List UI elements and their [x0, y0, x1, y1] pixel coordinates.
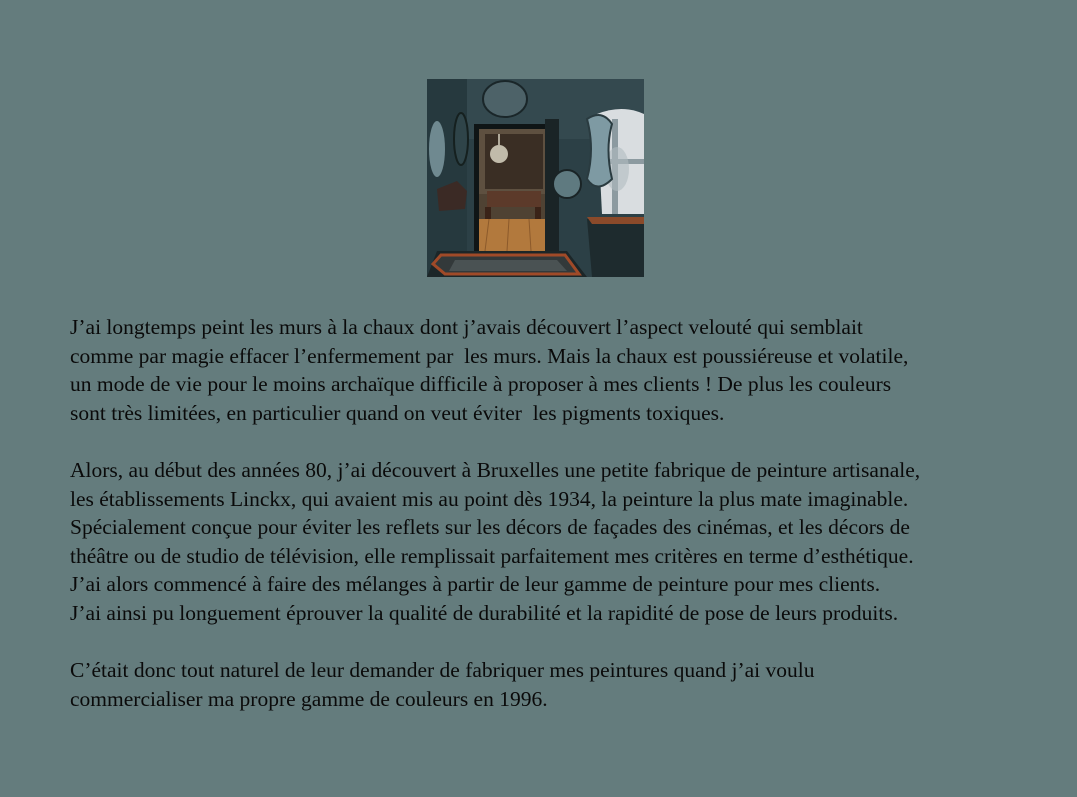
text-line: les établissements Linckx, qui avaient mis au point dès 1934, la peinture la plus mate imaginable.: [70, 486, 909, 511]
paragraph-spacer: [70, 628, 1060, 657]
paragraph-gamme: [70, 656, 1060, 713]
paragraph-spacer: [70, 427, 1060, 456]
text-line: Alors, au début des années 80, j’ai découvert à Bruxelles une petite fabrique de peinture artisanale,: [70, 457, 921, 482]
text-line: J’ai longtemps peint les murs à la chaux dont j’avais découvert l’aspect velouté qui semblait: [70, 315, 863, 339]
text-line: J’ai ainsi pu longuement éprouver la qualité de durabilité et la rapidité de pose de leurs produits.: [70, 600, 899, 625]
interior-photo: [427, 79, 644, 277]
text-line: J’ai alors commencé à faire des mélanges à partir de leur gamme de peinture pour mes clients.: [70, 572, 881, 597]
paragraph-linckx: [70, 456, 1060, 628]
text-line: commercialiser ma propre gamme de couleurs en 1996.: [70, 686, 548, 711]
text-line: un mode de vie pour le moins archaïque difficile à proposer à mes clients ! De plus les couleurs: [70, 372, 892, 397]
text-line: sont très limitées, en particulier quand on veut éviter les pigments toxiques.: [70, 400, 725, 425]
text-line: comme par magie effacer l’enfermement par les murs. Mais la chaux est poussiéreuse et volatile,: [70, 343, 909, 368]
text-line: théâtre ou de studio de télévision, elle remplissait parfaitement mes critères en terme d’esthétique.: [70, 543, 914, 568]
text-line: C’était donc tout naturel de leur demander de fabriquer mes peintures quand j’ai voulu: [70, 658, 815, 683]
paragraph-chaux: [70, 313, 1060, 427]
article-text: [70, 313, 1060, 713]
interior-photo-illustration: [427, 79, 644, 277]
text-line: Spécialement conçue pour éviter les reflets sur les décors de façades des cinémas, et les décors de: [70, 515, 910, 540]
